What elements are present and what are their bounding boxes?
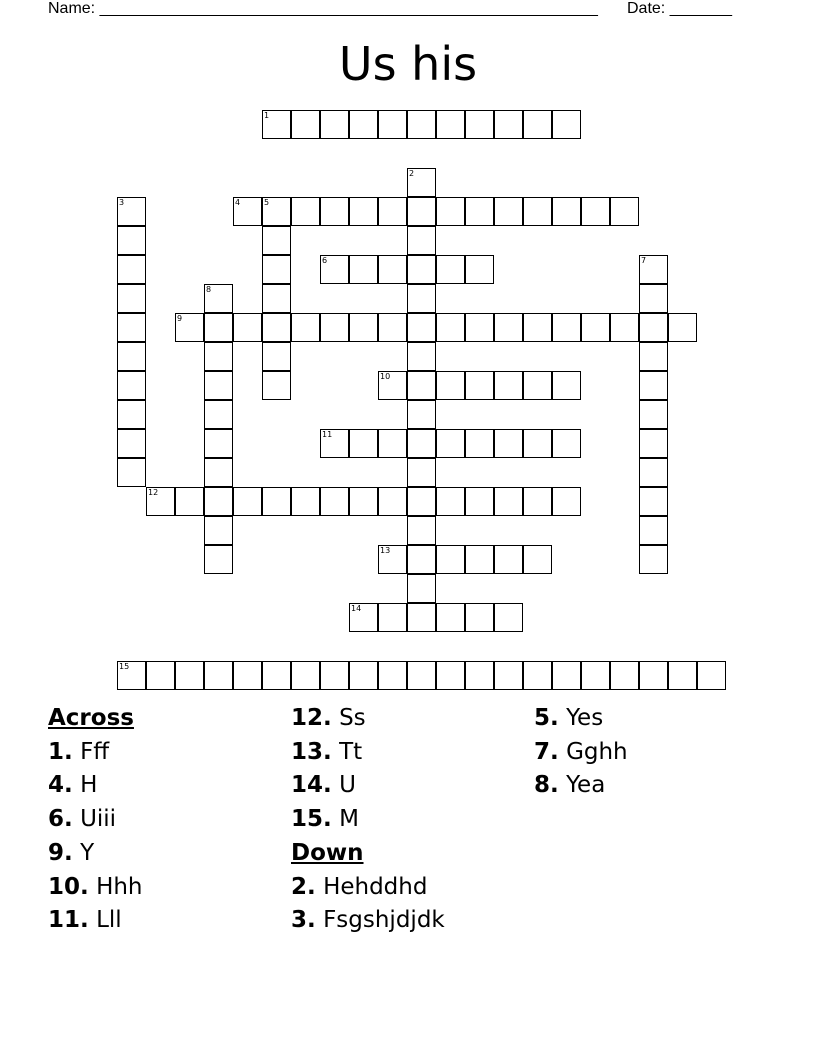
clue-down-8 — [534, 769, 628, 803]
grid-cell[interactable] — [581, 313, 610, 342]
grid-cell[interactable] — [465, 255, 494, 284]
clue-number: 1. — [48, 738, 73, 765]
page-title: Us his — [338, 37, 478, 91]
clue-across-12 — [291, 702, 445, 736]
grid-cell[interactable] — [262, 661, 291, 690]
clue-text: Gghh — [566, 738, 628, 765]
grid-cell[interactable] — [407, 400, 436, 429]
cell-number: 15 — [119, 662, 130, 671]
clue-number: 14. — [291, 772, 332, 799]
grid-cell[interactable] — [175, 661, 204, 690]
name-field-label: Name: ________________________________________________________ — [48, 0, 598, 17]
grid-cell[interactable] — [349, 255, 378, 284]
clue-number: 7. — [534, 738, 559, 765]
grid-cell[interactable] — [523, 110, 552, 139]
grid-cell[interactable] — [465, 661, 494, 690]
clue-text: Yea — [566, 772, 606, 799]
grid-cell[interactable] — [552, 487, 581, 516]
across-heading: Across — [48, 705, 134, 731]
clue-across-10 — [48, 871, 143, 905]
grid-cell[interactable] — [320, 197, 349, 226]
clue-down-3 — [291, 904, 445, 938]
grid-cell[interactable] — [349, 487, 378, 516]
clue-text: Yes — [566, 705, 604, 731]
grid-cell[interactable] — [233, 197, 262, 226]
grid-cell[interactable] — [117, 226, 146, 255]
clue-text: U — [339, 772, 356, 799]
grid-cell[interactable] — [378, 197, 407, 226]
clue-text: M — [339, 806, 359, 833]
grid-cell[interactable] — [291, 661, 320, 690]
clue-number: 13. — [291, 738, 332, 765]
cell-number: 10 — [380, 372, 391, 381]
clue-text: Hehddhd — [323, 873, 428, 900]
clue-across-13 — [291, 736, 445, 770]
grid-cell[interactable] — [639, 661, 668, 690]
grid-cell[interactable] — [320, 661, 349, 690]
clue-across-4 — [48, 769, 143, 803]
grid-cell[interactable] — [146, 661, 175, 690]
clue-across-1 — [48, 736, 143, 770]
grid-cell[interactable] — [494, 545, 523, 574]
grid-cell[interactable] — [407, 313, 436, 342]
clue-down-7 — [534, 736, 628, 770]
grid-cell[interactable] — [117, 400, 146, 429]
grid-cell[interactable] — [117, 429, 146, 458]
grid-cell[interactable] — [407, 284, 436, 313]
grid-cell[interactable] — [407, 545, 436, 574]
clue-number: 11. — [48, 907, 89, 934]
down-heading: Down — [291, 839, 364, 866]
grid-cell[interactable] — [407, 661, 436, 690]
grid-cell[interactable] — [465, 603, 494, 632]
grid-cell[interactable] — [320, 487, 349, 516]
clue-text: Ss — [339, 705, 366, 731]
grid-cell[interactable] — [407, 487, 436, 516]
grid-cell[interactable] — [407, 197, 436, 226]
grid-cell[interactable] — [523, 545, 552, 574]
clue-number: 5. — [534, 705, 559, 731]
cell-number: 6 — [322, 256, 328, 265]
grid-cell[interactable] — [204, 545, 233, 574]
grid-cell[interactable] — [262, 226, 291, 255]
grid-cell[interactable] — [465, 487, 494, 516]
grid-cell[interactable] — [407, 342, 436, 371]
grid-cell[interactable] — [407, 255, 436, 284]
grid-cell[interactable] — [436, 197, 465, 226]
grid-cell[interactable] — [407, 429, 436, 458]
cell-number: 13 — [380, 546, 391, 555]
grid-cell[interactable] — [349, 197, 378, 226]
grid-cell[interactable] — [320, 110, 349, 139]
grid-cell[interactable] — [523, 661, 552, 690]
clue-column-2 — [291, 702, 445, 938]
grid-cell[interactable] — [117, 371, 146, 400]
grid-cell[interactable] — [494, 110, 523, 139]
grid-cell[interactable] — [494, 603, 523, 632]
grid-cell[interactable] — [204, 371, 233, 400]
cell-number: 3 — [119, 198, 125, 207]
cell-number: 5 — [264, 198, 270, 207]
clue-text: Y — [80, 839, 95, 866]
grid-cell[interactable] — [552, 661, 581, 690]
clue-down-2 — [291, 871, 445, 905]
grid-cell[interactable] — [552, 429, 581, 458]
grid-cell[interactable] — [378, 545, 407, 574]
grid-cell[interactable] — [639, 545, 668, 574]
date-field-label: Date: _______ — [627, 0, 732, 17]
grid-cell[interactable] — [378, 371, 407, 400]
clue-text: Fsgshjdjdk — [323, 907, 445, 934]
grid-cell[interactable] — [262, 255, 291, 284]
cell-number: 1 — [264, 111, 270, 120]
grid-cell[interactable] — [523, 371, 552, 400]
grid-cell[interactable] — [436, 487, 465, 516]
grid-cell[interactable] — [436, 661, 465, 690]
grid-cell[interactable] — [204, 661, 233, 690]
grid-cell[interactable] — [378, 429, 407, 458]
grid-cell[interactable] — [349, 661, 378, 690]
grid-cell[interactable] — [117, 458, 146, 487]
grid-cell[interactable] — [436, 313, 465, 342]
clue-across-6 — [48, 803, 143, 837]
clue-across-15 — [291, 803, 445, 837]
grid-cell[interactable] — [494, 429, 523, 458]
grid-cell[interactable] — [610, 313, 639, 342]
grid-cell[interactable] — [175, 313, 204, 342]
grid-cell[interactable] — [523, 487, 552, 516]
grid-cell[interactable] — [639, 371, 668, 400]
grid-cell[interactable] — [639, 255, 668, 284]
grid-cell[interactable] — [117, 342, 146, 371]
grid-cell[interactable] — [523, 429, 552, 458]
clue-column-3 — [534, 702, 628, 803]
grid-cell[interactable] — [581, 197, 610, 226]
grid-cell[interactable] — [407, 603, 436, 632]
grid-cell[interactable] — [639, 284, 668, 313]
grid-cell[interactable] — [204, 487, 233, 516]
grid-cell[interactable] — [407, 226, 436, 255]
grid-cell[interactable] — [436, 429, 465, 458]
grid-cell[interactable] — [407, 371, 436, 400]
grid-cell[interactable] — [291, 487, 320, 516]
grid-cell[interactable] — [610, 197, 639, 226]
grid-cell[interactable] — [117, 197, 146, 226]
grid-cell[interactable] — [639, 458, 668, 487]
grid-cell[interactable] — [581, 661, 610, 690]
cell-number: 12 — [148, 488, 159, 497]
clue-text: Lll — [96, 907, 122, 934]
grid-cell[interactable] — [436, 545, 465, 574]
grid-cell[interactable] — [378, 487, 407, 516]
clue-text: Uiii — [80, 806, 117, 833]
grid-cell[interactable] — [378, 603, 407, 632]
clue-across-14 — [291, 769, 445, 803]
grid-cell[interactable] — [291, 110, 320, 139]
grid-cell[interactable] — [204, 342, 233, 371]
grid-cell[interactable] — [639, 313, 668, 342]
grid-cell[interactable] — [407, 110, 436, 139]
grid-cell[interactable] — [233, 313, 262, 342]
grid-cell[interactable] — [204, 400, 233, 429]
clue-text: Tt — [339, 738, 363, 765]
grid-cell[interactable] — [233, 487, 262, 516]
grid-cell[interactable] — [117, 313, 146, 342]
clue-number: 10. — [48, 873, 89, 900]
clue-number: 9. — [48, 839, 73, 866]
grid-cell[interactable] — [204, 458, 233, 487]
grid-cell[interactable] — [494, 661, 523, 690]
grid-cell[interactable] — [639, 429, 668, 458]
grid-cell[interactable] — [436, 603, 465, 632]
clue-number: 12. — [291, 705, 332, 731]
grid-cell[interactable] — [378, 110, 407, 139]
grid-cell[interactable] — [175, 487, 204, 516]
grid-cell[interactable] — [204, 516, 233, 545]
grid-cell[interactable] — [407, 574, 436, 603]
grid-cell[interactable] — [320, 429, 349, 458]
grid-cell[interactable] — [233, 661, 262, 690]
grid-cell[interactable] — [552, 197, 581, 226]
grid-cell[interactable] — [494, 371, 523, 400]
grid-cell[interactable] — [320, 255, 349, 284]
grid-cell[interactable] — [465, 545, 494, 574]
grid-cell[interactable] — [262, 284, 291, 313]
grid-cell[interactable] — [407, 516, 436, 545]
grid-cell[interactable] — [262, 342, 291, 371]
cell-number: 11 — [322, 430, 333, 439]
grid-cell[interactable] — [349, 313, 378, 342]
grid-cell[interactable] — [262, 487, 291, 516]
grid-cell[interactable] — [523, 313, 552, 342]
grid-cell[interactable] — [262, 110, 291, 139]
grid-cell[interactable] — [494, 313, 523, 342]
grid-cell[interactable] — [407, 458, 436, 487]
clue-column-1 — [48, 702, 143, 938]
clue-number: 6. — [48, 806, 73, 833]
grid-cell[interactable] — [117, 255, 146, 284]
clue-number: 2. — [291, 873, 316, 900]
grid-cell[interactable] — [378, 313, 407, 342]
grid-cell[interactable] — [204, 313, 233, 342]
grid-cell[interactable] — [465, 429, 494, 458]
grid-cell[interactable] — [494, 487, 523, 516]
clue-text: H — [80, 772, 98, 799]
clue-number: 4. — [48, 772, 73, 799]
grid-cell[interactable] — [465, 110, 494, 139]
clue-text: Fff — [80, 738, 110, 765]
grid-cell[interactable] — [349, 110, 378, 139]
grid-cell[interactable] — [204, 284, 233, 313]
cell-number: 9 — [177, 314, 183, 323]
grid-cell[interactable] — [639, 487, 668, 516]
clue-number: 3. — [291, 907, 316, 934]
clue-number: 8. — [534, 772, 559, 799]
cell-number: 7 — [641, 256, 647, 265]
grid-cell[interactable] — [639, 342, 668, 371]
grid-cell[interactable] — [349, 603, 378, 632]
grid-cell[interactable] — [320, 313, 349, 342]
grid-cell[interactable] — [552, 313, 581, 342]
clue-text: Hhh — [96, 873, 143, 900]
grid-cell[interactable] — [668, 313, 697, 342]
grid-cell[interactable] — [610, 661, 639, 690]
cell-number: 8 — [206, 285, 212, 294]
grid-cell[interactable] — [117, 284, 146, 313]
grid-cell[interactable] — [349, 429, 378, 458]
grid-cell[interactable] — [378, 255, 407, 284]
grid-cell[interactable] — [378, 661, 407, 690]
grid-cell[interactable] — [262, 197, 291, 226]
grid-cell[interactable] — [407, 168, 436, 197]
clue-across-9 — [48, 837, 143, 871]
grid-cell[interactable] — [117, 661, 146, 690]
grid-cell[interactable] — [639, 400, 668, 429]
grid-cell[interactable] — [552, 110, 581, 139]
cell-number: 14 — [351, 604, 362, 613]
cell-number: 4 — [235, 198, 241, 207]
grid-cell[interactable] — [494, 197, 523, 226]
grid-cell[interactable] — [204, 429, 233, 458]
grid-cell[interactable] — [262, 371, 291, 400]
grid-cell[interactable] — [436, 371, 465, 400]
grid-cell[interactable] — [523, 197, 552, 226]
grid-cell[interactable] — [436, 110, 465, 139]
clue-down-5 — [534, 702, 628, 736]
grid-cell[interactable] — [697, 661, 726, 690]
grid-cell[interactable] — [552, 371, 581, 400]
grid-cell[interactable] — [465, 197, 494, 226]
grid-cell[interactable] — [262, 313, 291, 342]
grid-cell[interactable] — [436, 255, 465, 284]
grid-cell[interactable] — [465, 313, 494, 342]
clue-across-11 — [48, 904, 143, 938]
grid-cell[interactable] — [291, 197, 320, 226]
grid-cell[interactable] — [668, 661, 697, 690]
clue-number: 15. — [291, 806, 332, 833]
cell-number: 2 — [409, 169, 415, 178]
grid-cell[interactable] — [465, 371, 494, 400]
grid-cell[interactable] — [639, 516, 668, 545]
grid-cell[interactable] — [291, 313, 320, 342]
grid-cell[interactable] — [146, 487, 175, 516]
